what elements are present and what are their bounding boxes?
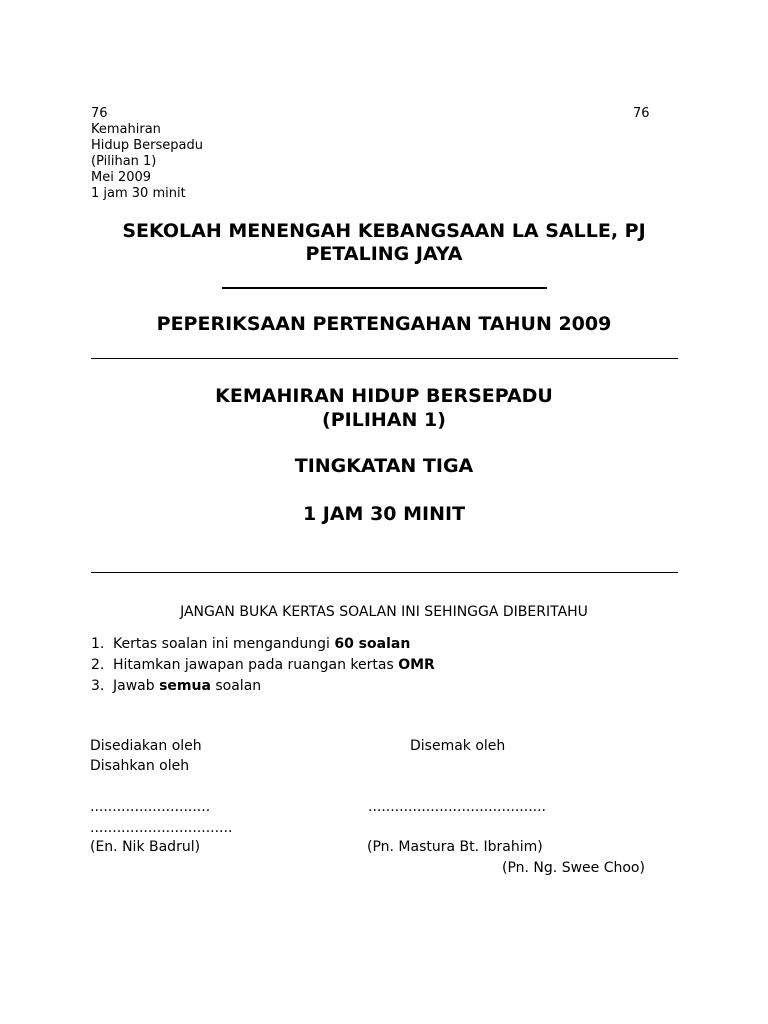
instruction-text: Hitamkan jawapan pada ruangan kertas: [113, 657, 399, 673]
name-checked: (Pn. Mastura Bt. Ibrahim): [367, 839, 543, 855]
subject-line-3: (Pilihan 1): [91, 154, 157, 169]
name-approved: (Pn. Ng. Swee Choo): [502, 860, 645, 876]
exam-date: Mei 2009: [91, 170, 152, 185]
instruction-number: 2.: [91, 657, 105, 673]
instruction-bold: OMR: [398, 657, 435, 673]
signature-line-checked: ........................................: [368, 799, 547, 815]
instruction-bold: semua: [159, 678, 211, 694]
name-prepared: (En. Nik Badrul): [90, 839, 201, 855]
instruction-text: Kertas soalan ini mengandungi: [113, 636, 335, 652]
instruction-bold: 60 soalan: [334, 636, 411, 652]
exam-subject: KEMAHIRAN HIDUP BERSEPADU: [215, 385, 553, 407]
exam-duration: 1 jam 30 minit: [91, 186, 186, 201]
title-underline: [222, 287, 547, 289]
instruction-number: 3.: [91, 678, 105, 694]
exam-title: PEPERIKSAAN PERTENGAHAN TAHUN 2009: [156, 313, 612, 335]
warning-text: JANGAN BUKA KERTAS SOALAN INI SEHINGGA DIBERITAHU: [180, 604, 588, 620]
instruction-item: [91, 678, 261, 695]
exam-form: TINGKATAN TIGA: [294, 455, 474, 477]
divider-bottom: [91, 572, 678, 573]
instruction-after: soalan: [210, 678, 262, 694]
subject-line-2: Hidup Bersepadu: [91, 138, 204, 153]
checked-by-label: Disemak oleh: [410, 738, 506, 754]
instruction-text: Jawab: [113, 678, 160, 694]
instruction-number: 1.: [91, 636, 105, 652]
approved-by-label: Disahkan oleh: [90, 758, 190, 774]
signature-line-approved: ................................: [90, 820, 233, 836]
school-location: PETALING JAYA: [305, 243, 463, 265]
school-name: SEKOLAH MENENGAH KEBANGSAAN LA SALLE, PJ: [122, 220, 646, 242]
instruction-item: [91, 636, 410, 653]
divider-top: [91, 358, 678, 359]
exam-option: (PILIHAN 1): [322, 409, 446, 431]
paper-code-left: 76: [91, 106, 108, 121]
subject-line-1: Kemahiran: [91, 122, 161, 137]
instruction-item: [91, 657, 435, 674]
prepared-by-label: Disediakan oleh: [90, 738, 202, 754]
signature-line-prepared: ...........................: [90, 799, 211, 815]
exam-time: 1 JAM 30 MINIT: [302, 503, 466, 525]
paper-code-right: 76: [633, 106, 650, 121]
